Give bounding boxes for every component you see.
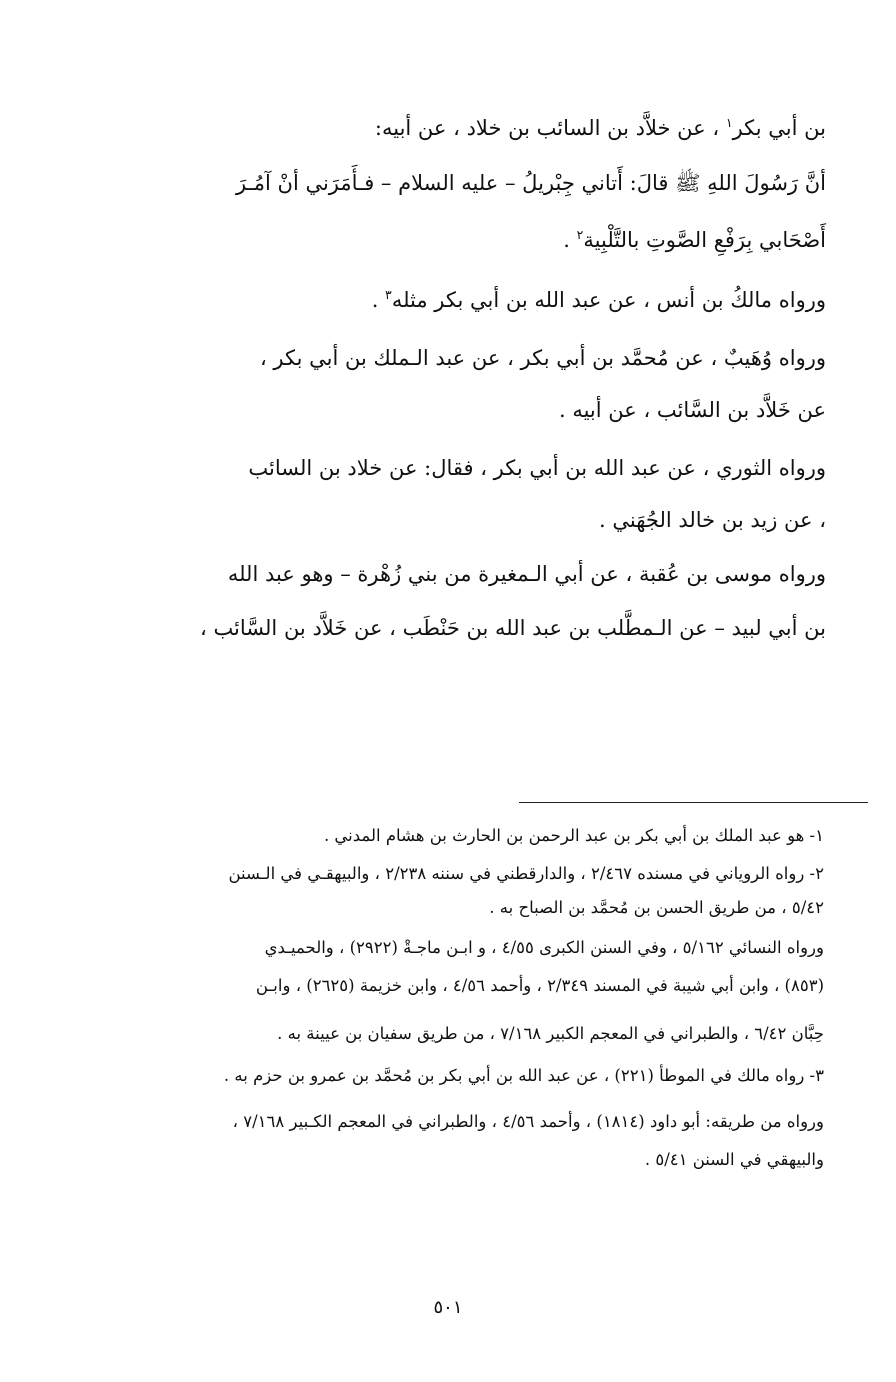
- footnote-line-3: ٥/٤٢ ، من طريق الحسن بن مُحمَّد بن الصباح به .: [489, 898, 824, 917]
- main-line-10: بن أبي لبيد – عن الـمطَّلب بن عبد الله بن حَنْطَب ، عن خَلاَّد بن السَّائب ،: [199, 616, 826, 640]
- main-line-2: أنَّ رَسُولَ اللهِ ﷺ قالَ: أَتاني جِبْريلُ – عليه السلام – فـأَمَرَني أنْ آمُـرَ: [236, 171, 826, 195]
- footnote-line-7: ٣- رواه مالك في الموطأ (٢٢١) ، عن عبد الله بن أبي بكر بن مُحمَّد بن عمرو بن حزم به .: [223, 1066, 824, 1085]
- main-line-1: بن أبي بكر$^١$ ، عن خلاَّد بن السائب بن خلاد ، عن أبيه:: [374, 115, 826, 140]
- page-number: ٥٠١: [433, 1297, 463, 1318]
- footnote-ref-1[interactable]: ١: [725, 115, 733, 130]
- footnote-ref-3[interactable]: ٣: [385, 287, 392, 302]
- footnote-line-6: حِبَّان ٦/٤٢ ، والطبراني في المعجم الكبير ٧/١٦٨ ، من طريق سفيان بن عيينة به .: [277, 1024, 824, 1043]
- main-line-7: ورواه الثوري ، عن عبد الله بن أبي بكر ، فقال: عن خلاد بن السائب: [248, 456, 826, 480]
- main-line-3: أَصْحَابي بِرَفْعِ الصَّوتِ بالتَّلْبِية$^٢$ .: [563, 227, 826, 252]
- main-line-5: ورواه وُهَيبٌ ، عن مُحمَّد بن أبي بكر ، عن عبد الـملك بن أبي بكر ،: [259, 346, 826, 370]
- footnote-ref-2[interactable]: ٢: [576, 227, 584, 242]
- footnote-line-8: ورواه من طريقه: أبو داود (١٨١٤) ، وأحمد ٤/٥٦ ، والطبراني في المعجم الكـبير ٧/١٦٨ ،: [232, 1112, 824, 1131]
- main-line-8: ، عن زيد بن خالد الجُهَني .: [599, 508, 826, 532]
- main-line-9: ورواه موسى بن عُقبة ، عن أبي الـمغيرة من بني زُهْرة – وهو عبد الله: [227, 562, 826, 586]
- footnote-line-5: (٨٥٣) ، وابن أبي شيبة في المسند ٢/٣٤٩ ، وأحمد ٤/٥٦ ، وابن خزيمة (٢٦٢٥) ، وابـن: [255, 976, 824, 995]
- footnote-line-1: ١- هو عبد الملك بن أبي بكر بن عبد الرحمن بن الحارث بن هشام المدني .: [323, 826, 824, 845]
- footnote-line-4: ورواه النسائي ٥/١٦٢ ، وفي السنن الكبرى ٤/٥٥ ، و ابـن ماجـةْ (٢٩٢٢) ، والحميـدي: [264, 938, 824, 957]
- main-line-6: عن خَلاَّد بن السَّائب ، عن أبيه .: [558, 398, 826, 422]
- footnote-line-9: والبيهقي في السنن ٥/٤١ .: [644, 1150, 824, 1169]
- footnote-line-2: ٢- رواه الروياني في مسنده ٢/٤٦٧ ، والدارقطني في سننه ٢/٢٣٨ ، والبيهقـي في الـسنن: [228, 864, 824, 883]
- footnote-separator: [519, 802, 868, 803]
- main-line-4: ورواه مالكُ بن أنس ، عن عبد الله بن أبي بكر مثله$^٣$ .: [371, 287, 826, 312]
